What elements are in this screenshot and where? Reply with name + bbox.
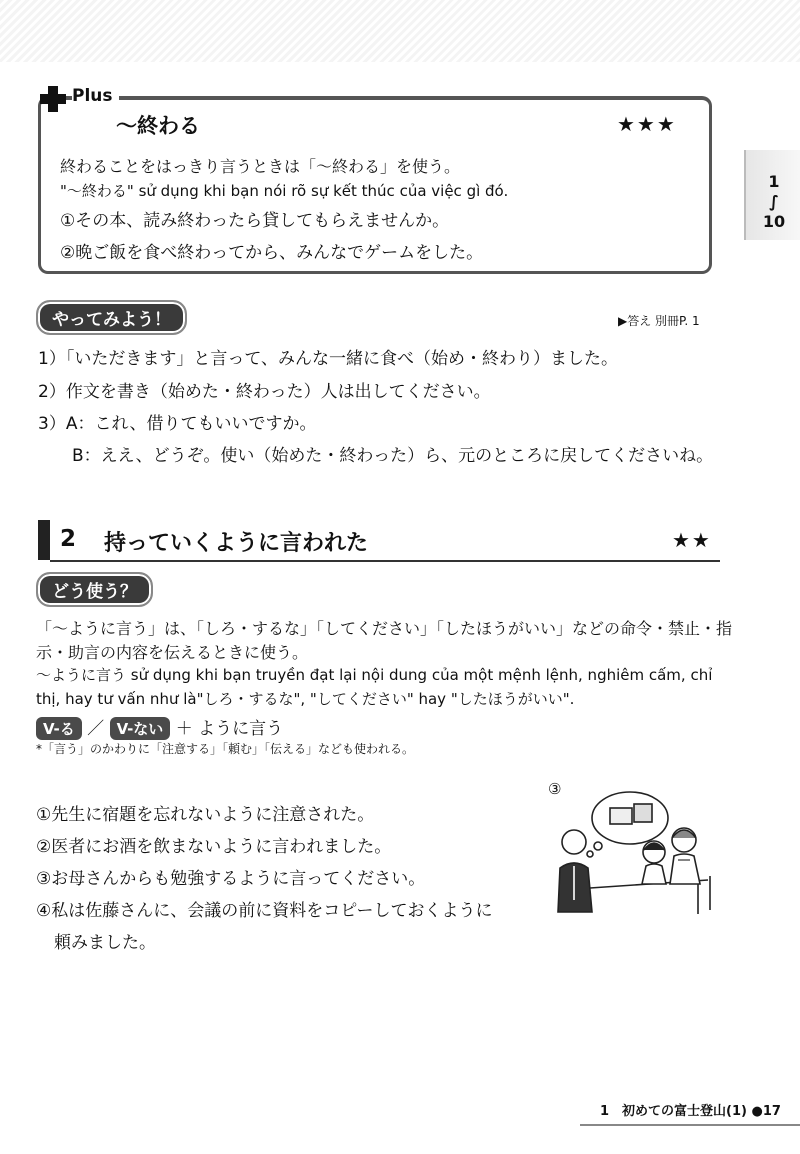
section-title: 持っていくように言われた xyxy=(104,531,369,556)
difficulty-stars: ★★★ xyxy=(617,112,677,136)
formula-note: *「言う」のかわりに「注意する」「頼む」「伝える」なども使われる。 xyxy=(36,742,415,756)
side-tab-top: 1 xyxy=(768,172,780,191)
section-number: 2 xyxy=(60,526,77,552)
section-example-2: ②医者にお酒を飲まないように言われました。 xyxy=(36,837,392,857)
formula-rest: ＋ ように言う xyxy=(175,719,284,739)
howto-label: どう使う？ xyxy=(36,572,153,607)
explanation-jp-1: 「～ように言う」は、「しろ・するな」「してください」「したほうがいい」などの命令・禁止・指 xyxy=(36,619,733,638)
side-tab-bottom: 10 xyxy=(762,212,786,231)
plus-line-vi: "～終わる" sử dụng khi bạn nói rõ sự kết thúc của việc gì đó. xyxy=(60,182,509,200)
section-stars: ★★ xyxy=(672,528,712,552)
plus-example-2: ②晩ご飯を食べ終わってから、みんなでゲームをした。 xyxy=(60,243,484,263)
plus-example-1: ①その本、読み終わったら貸してもらえませんか。 xyxy=(60,211,450,231)
footer-page-number: ●17 xyxy=(751,1104,781,1119)
plus-title: ～終わる xyxy=(116,114,200,138)
footer-chapter: 1 初めての富士登山(1) xyxy=(600,1104,747,1119)
practice-question-2: 2）作文を書き（始めた・終わった）人は出してください。 xyxy=(38,382,491,402)
top-decoration xyxy=(0,0,800,62)
section-example-1: ①先生に宿題を忘れないように注意された。 xyxy=(36,805,375,825)
page-footer xyxy=(600,1100,781,1119)
illustration xyxy=(548,780,718,920)
plus-icon xyxy=(40,86,66,112)
explanation-jp-2: 示・助言の内容を伝えるときに使う。 xyxy=(36,643,309,662)
practice-label: やってみよう！ xyxy=(36,300,187,335)
formula xyxy=(36,714,283,740)
practice-question-3b: B：ええ、どうぞ。使い（始めた・終わった）ら、元のところに戻してくださいね。 xyxy=(72,446,714,466)
formula-verb-nai: V-ない xyxy=(110,717,171,740)
answer-reference: ▶答え 別冊P. 1 xyxy=(618,314,700,328)
plus-label: Plus xyxy=(72,86,119,106)
explanation-vi-2: thị, hay tư vấn như là"しろ・するな", "してください" hay "したほうがいい". xyxy=(36,690,575,708)
chapter-side-tab xyxy=(744,150,800,240)
section-example-4a: ④私は佐藤さんに、会議の前に資料をコピーしておくように xyxy=(36,901,493,921)
formula-separator: ／ xyxy=(87,719,105,739)
section-bar xyxy=(38,520,50,560)
formula-verb-ru: V-る xyxy=(36,717,82,740)
practice-question-1: 1）「いただきます」と言って、みんな一緒に食べ（始め・終わり）ました。 xyxy=(38,349,618,369)
section-example-4b: 頼みました。 xyxy=(54,933,156,953)
plus-line-jp: 終わることをはっきり言うときは「～終わる」を使う。 xyxy=(60,157,461,176)
side-tab-mid: ∫ xyxy=(769,192,779,211)
illustration-number: ③ xyxy=(548,780,562,798)
explanation-vi-1: ～ように言う sử dụng khi bạn truyền đạt lại nội dung của một mệnh lệnh, nghiêm cấm, chỉ xyxy=(36,666,713,684)
practice-question-3a: 3）A：これ、借りてもいいですか。 xyxy=(38,414,317,434)
footer-rule xyxy=(580,1124,800,1126)
section-example-3: ③お母さんからも勉強するように言ってください。 xyxy=(36,869,426,889)
section-rule xyxy=(50,560,720,562)
